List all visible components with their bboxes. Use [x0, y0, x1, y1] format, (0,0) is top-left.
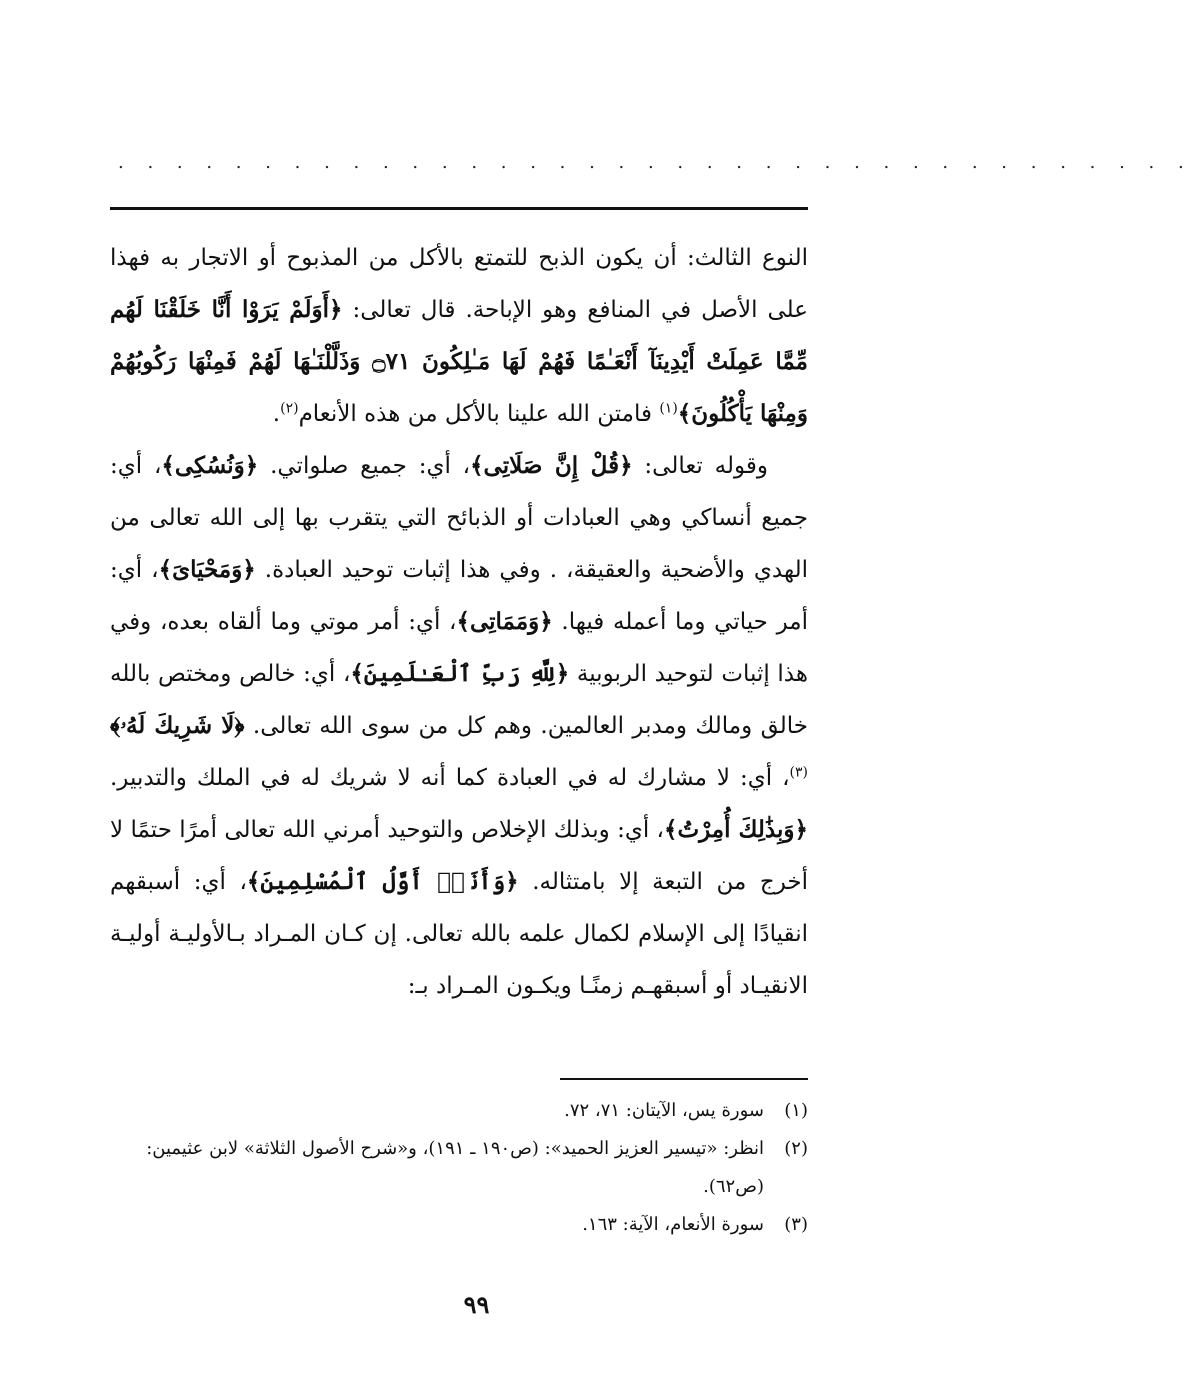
- footnote-3: [110, 1206, 808, 1244]
- text-run: النوع الثالث: أن يكون الذبح للتمتع بالأكل من المذبوح أو الاتجار به فهذا على الأصل في المنافع وهو الإباحة. قال تعالى:: [110, 245, 808, 323]
- quran-verse: ﴿لَا شَرِيكَ لَهُۥ﴾: [110, 712, 245, 739]
- footnotes: [110, 1092, 808, 1244]
- text-run: ، أي: جميع صلواتي.: [258, 453, 471, 479]
- text-run: فامتن الله علينا بالأكل من هذه الأنعام: [298, 401, 660, 427]
- text-run: .: [272, 401, 281, 427]
- top-rule: [110, 207, 808, 210]
- footnote-reference: (٣): [789, 764, 808, 781]
- quran-verse: ﴿وَمَمَاتِى﴾: [456, 608, 553, 635]
- paragraph-1: [110, 232, 808, 440]
- footnote-1: [110, 1092, 808, 1130]
- text-run: ، أي: أمر حياتي وما أعمله فيها.: [110, 557, 809, 635]
- footnote-text: سورة يس، الآيتان: ٧١، ٧٢.: [564, 1100, 764, 1121]
- text-run: ، أي: لا مشارك له في العبادة كما أنه لا شريك له في الملك والتدبير.: [110, 765, 790, 791]
- footnote-2: [110, 1130, 808, 1206]
- page-number: ٩٩: [463, 1290, 490, 1319]
- main-text: [110, 232, 808, 1012]
- quran-verse: ﴿أَوَلَمْ يَرَوْا أَنَّا خَلَقْنَا لَهُم مِّمَّا عَمِلَتْ أَيْدِينَآ أَنْعَـٰمًا فَهُمْ لَهَا مَـٰلِكُونَ ۝٧١ وَذَلَّلْنَـٰهَا لَهُمْ فَمِنْهَا رَكُوبُهُمْ وَمِنْهَا يَأْكُلُونَ﴾: [110, 296, 808, 427]
- footnote-rule: [560, 1078, 808, 1080]
- footnote-text: انظر: «تيسير العزيز الحميد»: (ص١٩٠ ـ ١٩١)، و«شرح الأصول الثلاثة» لابن عثيمين: (ص٦٢).: [146, 1138, 764, 1197]
- text-run: وقوله تعالى:: [632, 453, 768, 479]
- paragraph-2: [110, 440, 808, 1012]
- quran-verse: ﴿وَبِذَٰلِكَ أُمِرْتُ﴾: [663, 816, 808, 843]
- footnote-number: (١): [784, 1100, 808, 1121]
- footnote-text: سورة الأنعام، الآية: ١٦٣.: [582, 1214, 764, 1235]
- text-run: ، أي: خالص ومختص بالله خالق ومالك ومدبر العالمين. وهم كل من سوى الله تعالى.: [110, 661, 808, 739]
- quran-verse: ﴿وَمَحْيَاىَ﴾: [158, 556, 256, 583]
- text-run: ، أي: أمر موتي وما ألقاه بعده، وفي هذا إثبات لتوحيد الربوبية: [110, 609, 808, 687]
- quran-verse: ﴿وَأَنَا۠ أَوَّلُ ٱلْمُسْلِمِينَ﴾: [246, 868, 519, 895]
- dotted-separator: . . . . . . . . . . . . . . . . . . . . . . . . . . . . . . . . . . . . .: [118, 152, 1193, 173]
- footnote-number: (٣): [784, 1214, 808, 1235]
- quran-verse: ﴿قُلْ إِنَّ صَلَاتِى﴾: [470, 452, 633, 479]
- text-run: ، أي: أسبقهم انقيادًا إلى الإسلام لكمال علمه بالله تعالى. إن كـان المـراد بـالأوليـة أوليـة الانقيـاد أو أسبقهـم زمنًـا ويكـون المـراد بـ:: [110, 869, 808, 999]
- text-run: ، أي: وبذلك الإخلاص والتوحيد أمرني الله تعالى أمرًا حتمًا لا أخرج من التبعة إلا بامتثاله.: [110, 817, 808, 895]
- quran-verse: ﴿لِلَّهِ رَبِّ ٱلْعَـٰلَمِينَ﴾: [350, 660, 570, 687]
- text-run: ، أي: جميع أنساكي وهي العبادات أو الذبائح التي يتقرب بها إلى الله تعالى من الهدي والأضحية والعقيقة، . وفي هذا إثبات توحيد العبادة.: [110, 453, 808, 583]
- footnote-reference: (٢): [280, 400, 299, 417]
- quran-verse: ﴿وَنُسُكِى﴾: [161, 452, 259, 479]
- footnote-number: (٢): [784, 1138, 808, 1159]
- footnote-reference: (١): [659, 400, 678, 417]
